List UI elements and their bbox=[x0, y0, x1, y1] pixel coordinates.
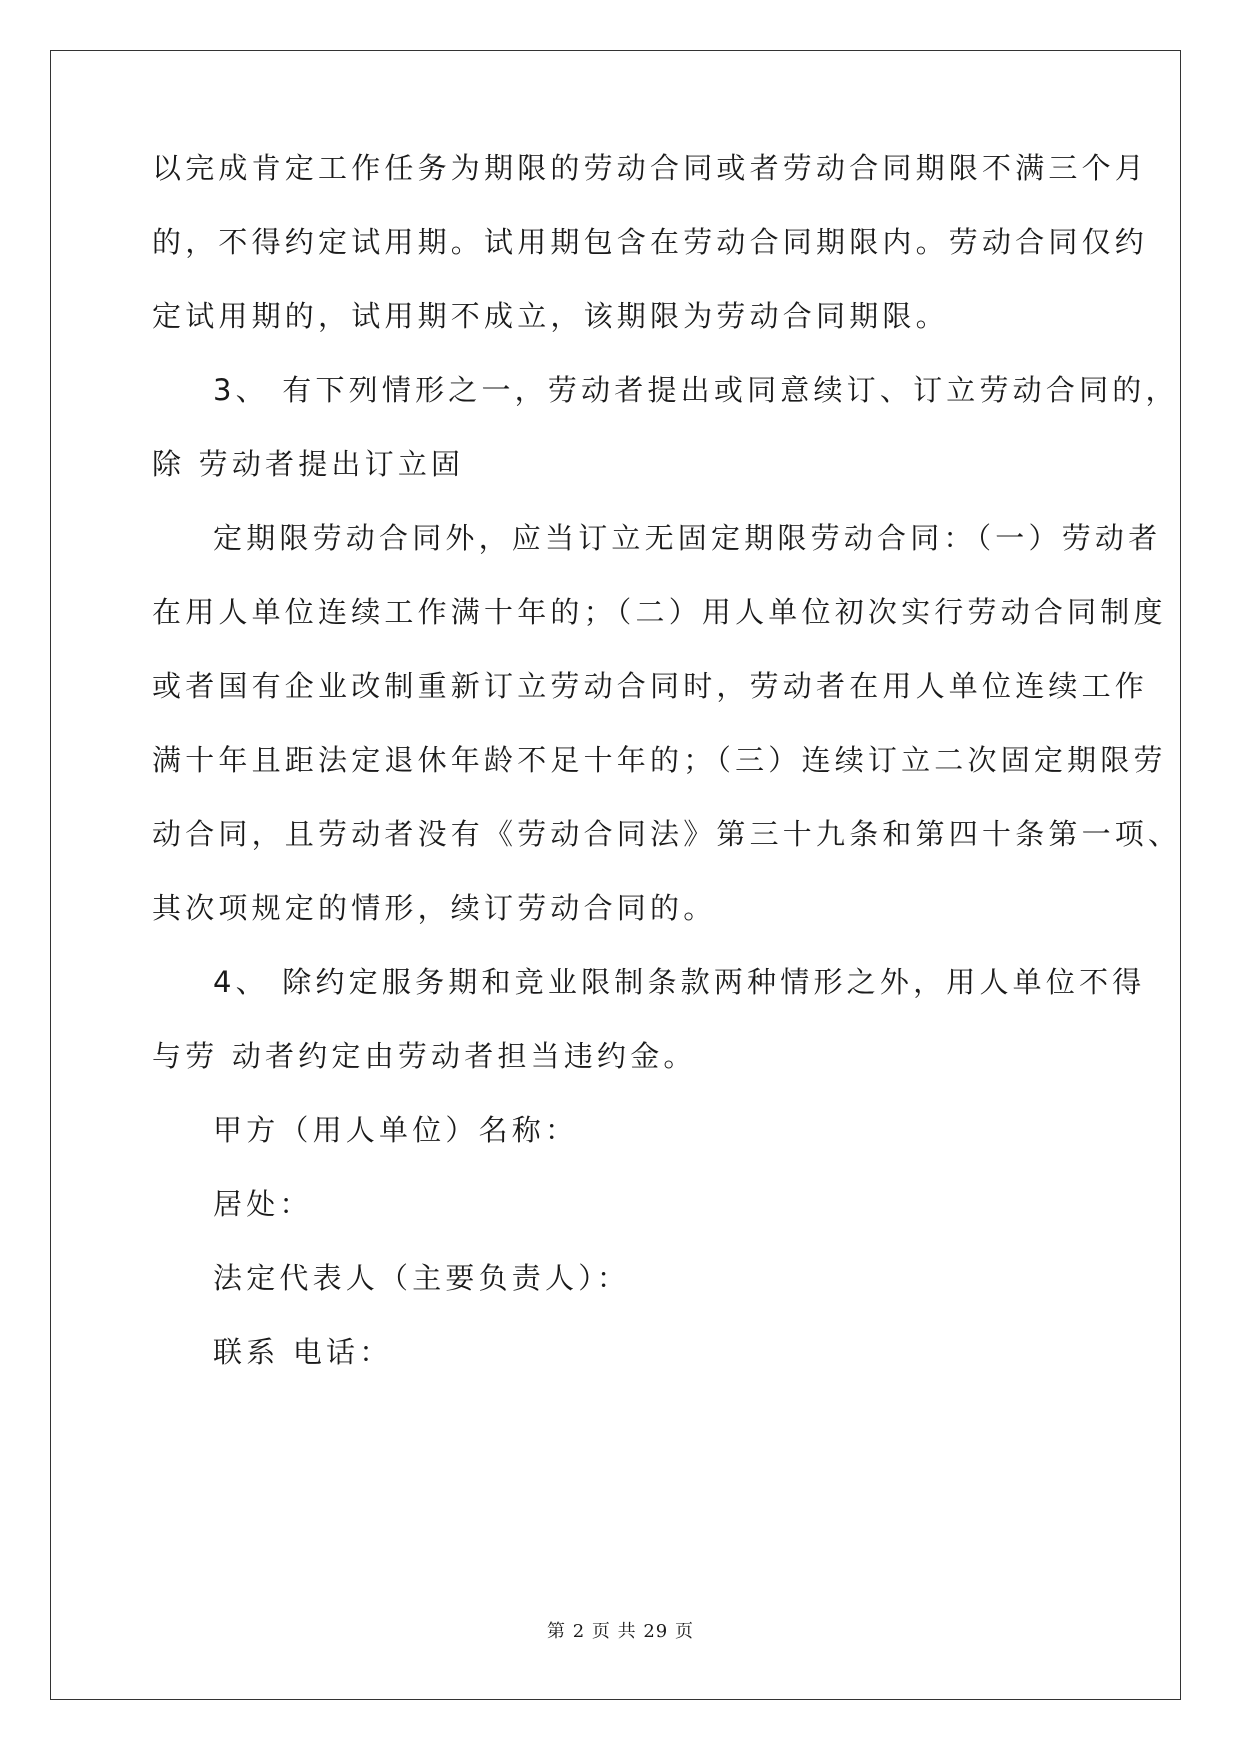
field-legal-representative: 法定代表人（主要负责人）： bbox=[213, 1261, 631, 1295]
paragraph-line: 满十年且距法定退休年龄不足十年的；（三）连续订立二次固定期限劳 bbox=[152, 743, 1167, 777]
paragraph-line: 3、 有下列情形之一，劳动者提出或同意续订、订立劳动合同的， bbox=[213, 373, 1179, 407]
page-number-footer: 第 2 页 共 29 页 bbox=[547, 1621, 694, 1642]
paragraph-line: 与劳 动者约定由劳动者担当违约金。 bbox=[152, 1039, 697, 1073]
paragraph-line: 的，不得约定试用期。试用期包含在劳动合同期限内。劳动合同仅约 bbox=[152, 225, 1149, 259]
field-party-a-name: 甲方（用人单位）名称： bbox=[213, 1113, 579, 1147]
paragraph-line: 其次项规定的情形，续订劳动合同的。 bbox=[152, 891, 717, 925]
paragraph-line: 4、 除约定服务期和竞业限制条款两种情形之外，用人单位不得 bbox=[213, 965, 1146, 999]
paragraph-line: 定期限劳动合同外，应当订立无固定期限劳动合同：（一）劳动者 bbox=[213, 521, 1162, 555]
field-address: 居处： bbox=[213, 1187, 313, 1221]
field-contact-phone: 联系 电话： bbox=[213, 1335, 393, 1369]
paragraph-line: 动合同，且劳动者没有《劳动合同法》第三十九条和第四十条第一项、 bbox=[152, 817, 1182, 851]
paragraph-line: 定试用期的，试用期不成立，该期限为劳动合同期限。 bbox=[152, 299, 949, 333]
paragraph-line: 除 劳动者提出订立固 bbox=[152, 447, 465, 481]
paragraph-line: 在用人单位连续工作满十年的；（二）用人单位初次实行劳动合同制度 bbox=[152, 595, 1167, 629]
paragraph-line: 以完成肯定工作任务为期限的劳动合同或者劳动合同期限不满三个月 bbox=[152, 151, 1149, 185]
paragraph-line: 或者国有企业改制重新订立劳动合同时，劳动者在用人单位连续工作 bbox=[152, 669, 1149, 703]
